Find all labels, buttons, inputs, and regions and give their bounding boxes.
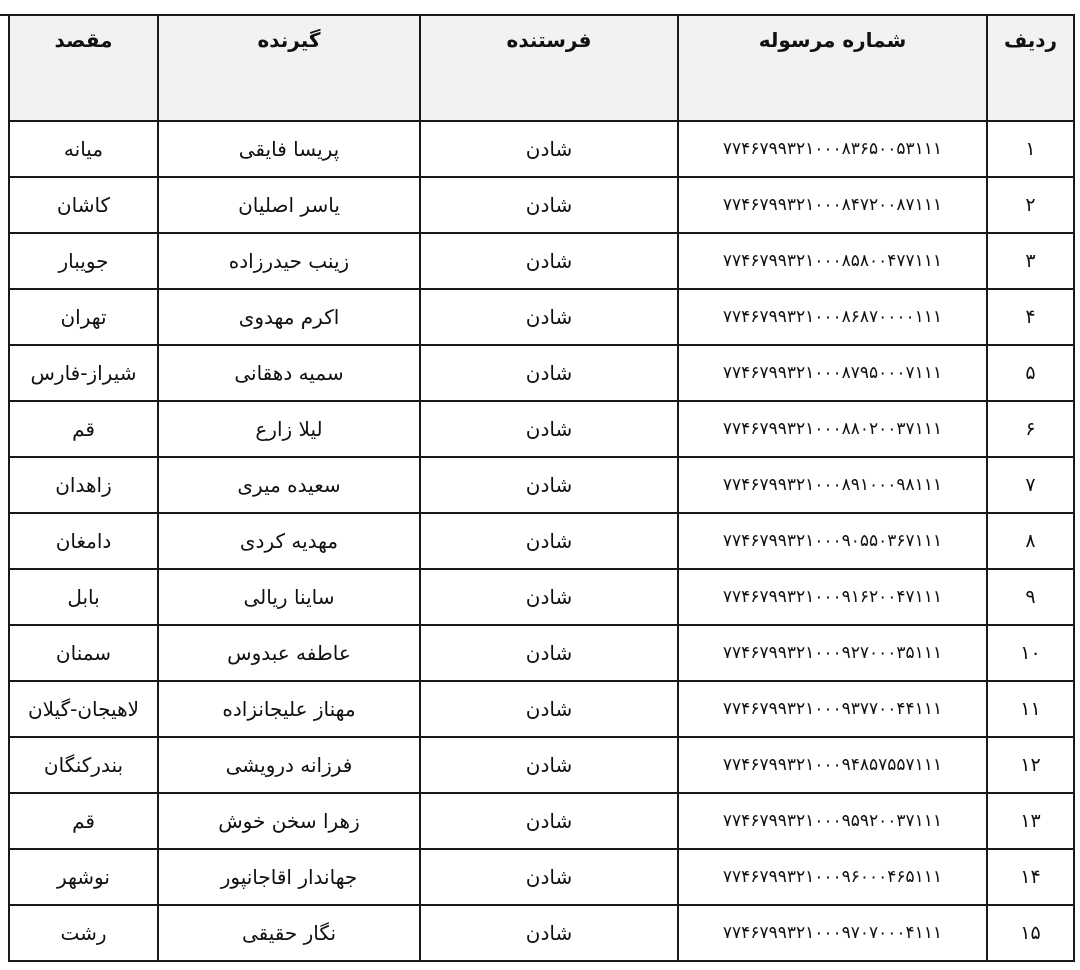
row-sender: شادن <box>420 737 678 793</box>
row-recipient: لیلا زارع <box>158 401 420 457</box>
row-sender: شادن <box>420 401 678 457</box>
table-row <box>9 681 1074 737</box>
row-sender: شادن <box>420 233 678 289</box>
row-tracking-number: ۷۷۴۶۷۹۹۳۲۱۰۰۰۸۴۷۲۰۰۸۷۱۱۱ <box>678 177 987 233</box>
row-recipient: زینب حیدرزاده <box>158 233 420 289</box>
row-destination: شیراز-فارس <box>9 345 158 401</box>
row-recipient: فرزانه درویشی <box>158 737 420 793</box>
row-recipient: جهاندار اقاجانپور <box>158 849 420 905</box>
row-recipient: اکرم مهدوی <box>158 289 420 345</box>
table-row <box>9 569 1074 625</box>
shipments-table-container <box>8 14 1073 962</box>
table-row <box>9 625 1074 681</box>
row-sender: شادن <box>420 849 678 905</box>
table-row <box>9 849 1074 905</box>
row-sender: شادن <box>420 625 678 681</box>
row-index: ۱۳ <box>987 793 1074 849</box>
row-tracking-number: ۷۷۴۶۷۹۹۳۲۱۰۰۰۸۶۸۷۰۰۰۰۱۱۱ <box>678 289 987 345</box>
row-index: ۸ <box>987 513 1074 569</box>
row-recipient: سعیده میری <box>158 457 420 513</box>
row-tracking-number: ۷۷۴۶۷۹۹۳۲۱۰۰۰۹۰۵۵۰۳۶۷۱۱۱ <box>678 513 987 569</box>
row-index: ۱۴ <box>987 849 1074 905</box>
row-tracking-number: ۷۷۴۶۷۹۹۳۲۱۰۰۰۸۸۰۲۰۰۳۷۱۱۱ <box>678 401 987 457</box>
row-tracking-number: ۷۷۴۶۷۹۹۳۲۱۰۰۰۸۵۸۰۰۴۷۷۱۱۱ <box>678 233 987 289</box>
row-index: ۳ <box>987 233 1074 289</box>
row-destination: جویبار <box>9 233 158 289</box>
shipments-table <box>8 14 1075 962</box>
row-sender: شادن <box>420 345 678 401</box>
row-tracking-number: ۷۷۴۶۷۹۹۳۲۱۰۰۰۹۶۰۰۰۴۶۵۱۱۱ <box>678 849 987 905</box>
row-sender: شادن <box>420 177 678 233</box>
row-tracking-number: ۷۷۴۶۷۹۹۳۲۱۰۰۰۹۲۷۰۰۰۳۵۱۱۱ <box>678 625 987 681</box>
row-destination: تهران <box>9 289 158 345</box>
header-tracking-number: شماره مرسوله <box>678 15 987 121</box>
row-sender: شادن <box>420 681 678 737</box>
row-tracking-number: ۷۷۴۶۷۹۹۳۲۱۰۰۰۸۷۹۵۰۰۰۷۱۱۱ <box>678 345 987 401</box>
table-row <box>9 177 1074 233</box>
row-index: ۱ <box>987 121 1074 177</box>
row-tracking-number: ۷۷۴۶۷۹۹۳۲۱۰۰۰۹۳۷۷۰۰۴۴۱۱۱ <box>678 681 987 737</box>
row-destination: بابل <box>9 569 158 625</box>
row-recipient: پریسا فایقی <box>158 121 420 177</box>
header-index: ردیف <box>987 15 1074 121</box>
row-recipient: مهدیه کردی <box>158 513 420 569</box>
row-recipient: زهرا سخن خوش <box>158 793 420 849</box>
row-sender: شادن <box>420 569 678 625</box>
row-index: ۵ <box>987 345 1074 401</box>
table-row <box>9 345 1074 401</box>
row-tracking-number: ۷۷۴۶۷۹۹۳۲۱۰۰۰۸۹۱۰۰۰۹۸۱۱۱ <box>678 457 987 513</box>
header-destination: مقصد <box>9 15 158 121</box>
row-tracking-number: ۷۷۴۶۷۹۹۳۲۱۰۰۰۹۷۰۷۰۰۰۴۱۱۱ <box>678 905 987 961</box>
row-sender: شادن <box>420 905 678 961</box>
table-row <box>9 233 1074 289</box>
row-tracking-number: ۷۷۴۶۷۹۹۳۲۱۰۰۰۹۴۸۵۷۵۵۷۱۱۱ <box>678 737 987 793</box>
row-destination: قم <box>9 793 158 849</box>
row-tracking-number: ۷۷۴۶۷۹۹۳۲۱۰۰۰۹۱۶۲۰۰۴۷۱۱۱ <box>678 569 987 625</box>
row-destination: بندرکنگان <box>9 737 158 793</box>
row-destination: لاهیجان-گیلان <box>9 681 158 737</box>
row-recipient: ساینا ریالی <box>158 569 420 625</box>
table-row <box>9 289 1074 345</box>
row-destination: نوشهر <box>9 849 158 905</box>
table-row <box>9 737 1074 793</box>
table-row <box>9 401 1074 457</box>
row-tracking-number: ۷۷۴۶۷۹۹۳۲۱۰۰۰۹۵۹۲۰۰۳۷۱۱۱ <box>678 793 987 849</box>
header-sender: فرستنده <box>420 15 678 121</box>
row-index: ۱۱ <box>987 681 1074 737</box>
row-sender: شادن <box>420 289 678 345</box>
row-destination: زاهدان <box>9 457 158 513</box>
row-destination: کاشان <box>9 177 158 233</box>
row-destination: سمنان <box>9 625 158 681</box>
row-index: ۶ <box>987 401 1074 457</box>
row-index: ۱۰ <box>987 625 1074 681</box>
table-body <box>9 121 1074 961</box>
row-destination: دامغان <box>9 513 158 569</box>
row-index: ۴ <box>987 289 1074 345</box>
row-index: ۹ <box>987 569 1074 625</box>
table-left-edge <box>0 14 8 970</box>
row-recipient: یاسر اصلیان <box>158 177 420 233</box>
row-destination: قم <box>9 401 158 457</box>
table-row <box>9 905 1074 961</box>
row-index: ۱۵ <box>987 905 1074 961</box>
row-recipient: عاطفه عبدوس <box>158 625 420 681</box>
row-sender: شادن <box>420 121 678 177</box>
table-row <box>9 457 1074 513</box>
row-recipient: سمیه دهقانی <box>158 345 420 401</box>
row-index: ۲ <box>987 177 1074 233</box>
row-tracking-number: ۷۷۴۶۷۹۹۳۲۱۰۰۰۸۳۶۵۰۰۵۳۱۱۱ <box>678 121 987 177</box>
row-index: ۱۲ <box>987 737 1074 793</box>
row-recipient: نگار حقیقی <box>158 905 420 961</box>
row-sender: شادن <box>420 513 678 569</box>
row-sender: شادن <box>420 793 678 849</box>
row-destination: میانه <box>9 121 158 177</box>
row-recipient: مهناز علیجانزاده <box>158 681 420 737</box>
row-index: ۷ <box>987 457 1074 513</box>
header-recipient: گیرنده <box>158 15 420 121</box>
table-row <box>9 513 1074 569</box>
row-destination: رشت <box>9 905 158 961</box>
table-row <box>9 121 1074 177</box>
table-row <box>9 793 1074 849</box>
table-header-row <box>9 15 1074 121</box>
row-sender: شادن <box>420 457 678 513</box>
